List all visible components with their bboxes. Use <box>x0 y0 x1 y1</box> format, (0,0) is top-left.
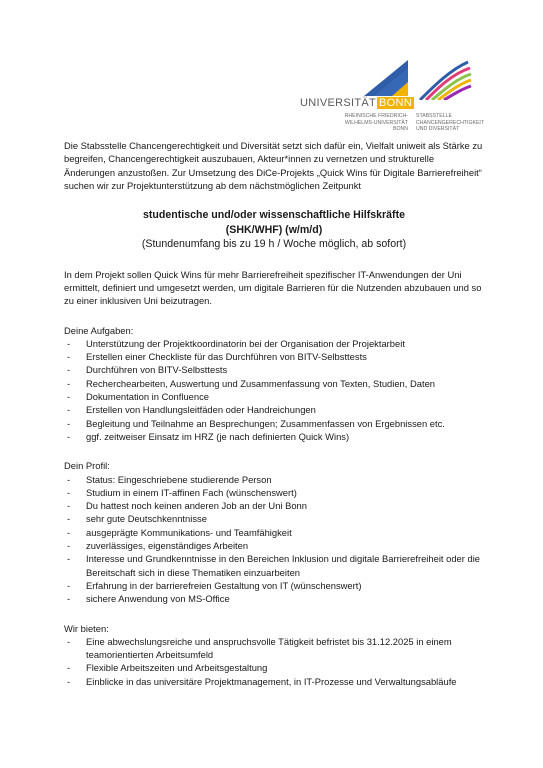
diversity-stripes-icon <box>416 60 472 100</box>
tasks-list <box>64 337 484 443</box>
list-item: - Durchführen von BITV-Selbsttests <box>67 364 228 376</box>
document-body <box>64 139 484 704</box>
list-item: - Interesse und Grundkenntnisse in den Bereichen Inklusion und digitale Barrierefreiheit oder die Bereitschaft sich in diese Thematiken einzuarbeiten <box>67 553 480 578</box>
list-item: - Erfahrung in der barrierefreien Gestaltung von IT (wünschenswert) <box>67 579 362 591</box>
university-city: BONN <box>379 97 413 109</box>
university-word: UNIVERSITÄT <box>300 97 377 109</box>
university-subtitle: RHEINISCHE FRIEDRICH-WILHELMS-UNIVERSITÄT BONN <box>344 113 408 132</box>
profile-list <box>64 473 484 606</box>
project-paragraph: In dem Projekt sollen Quick Wins für mehr Barrierefreiheit spezifischer IT-Anwendungen der Uni ermittelt, definiert und umgesetzt werden, um digitale Barrieren für die Nutzenden abzubauen und so zu einer inklusiven Uni beizutragen. <box>64 268 482 307</box>
list-item: - Status: Eingeschriebene studierende Person <box>67 473 272 485</box>
list-item: - Dokumentation in Confluence <box>67 391 209 403</box>
office-subtitle: STABSSTELLE CHANCENGERECHTIGKEIT UND DIVERSITÄT <box>416 113 484 132</box>
list-item: - ausgeprägte Kommunikations- und Teamfähigkeit <box>67 526 292 538</box>
list-item: - Erstellen von Handlungsleitfäden oder Handreichungen <box>67 404 316 416</box>
list-item: - sichere Anwendung von MS-Office <box>67 593 230 605</box>
job-title-abbrev: (SHK/WHF) (w/m/d) <box>225 223 323 236</box>
office-logo <box>416 60 484 132</box>
list-item: - zuverlässiges, eigenständiges Arbeiten <box>67 540 249 552</box>
list-item: - sehr gute Deutschkenntnisse <box>67 513 207 525</box>
tasks-heading: Deine Aufgaben: <box>64 324 134 336</box>
list-item: - Erstellen einer Checkliste für das Durchführen von BITV-Selbsttests <box>67 351 367 363</box>
list-item: - Du hattest noch keinen anderen Job an der Uni Bonn <box>67 500 307 512</box>
university-logo <box>300 60 413 132</box>
profile-heading: Dein Profil: <box>64 460 110 472</box>
list-item: - Eine abwechslungsreiche und anspruchsvolle Tätigkeit befristet bis 31.12.2025 in einem teamorientierten Arbeitsumfeld <box>67 635 452 661</box>
list-item: - Flexible Arbeitszeiten und Arbeitsgestaltung <box>67 662 268 674</box>
list-item: - Recherchearbeiten, Auswertung und Zusammenfassung von Texten, Studien, Daten <box>67 377 435 389</box>
list-item: - ggf. zeitweiser Einsatz im HRZ (je nach definierten Quick Wins) <box>67 430 350 442</box>
offer-list <box>64 635 484 688</box>
job-title: studentische und/oder wissenschaftliche Hilfskräfte <box>143 209 405 222</box>
offer-heading: Wir bieten: <box>64 622 109 634</box>
university-mark-icon <box>364 60 408 96</box>
list-item: - Unterstützung der Projektkoordinatorin bei der Organisation der Projektarbeit <box>67 337 405 349</box>
job-title-hours: (Stundenumfang bis zu 19 h / Woche möglich, ab sofort) <box>141 238 407 251</box>
list-item: - Begleitung und Teilnahme an Besprechungen; Zusammenfassen von Ergebnissen etc. <box>67 417 445 429</box>
intro-paragraph: Die Stabsstelle Chancengerechtigkeit und Diversität setzt sich dafür ein, Vielfalt uniweit als Stärke zu begreifen, Chancengerechtigkeit auszubauen, Akteur*innen zu vernetzen und strukturelle Änderungen anzustoßen. Zur Umsetzung des DiCe-Projekts „Quick Wins für Digitale Barrierefreiheit“ suchen wir zur Projektunterstützung ab dem nächstmöglichen Zeitpunkt <box>64 140 483 191</box>
university-wordmark <box>300 97 414 109</box>
list-item: - Studium in einem IT-affinen Fach (wünschenswert) <box>67 486 297 498</box>
list-item: - Einblicke in das universitäre Projektmanagement, in IT-Prozesse und Verwaltungsabläufe <box>67 675 457 687</box>
